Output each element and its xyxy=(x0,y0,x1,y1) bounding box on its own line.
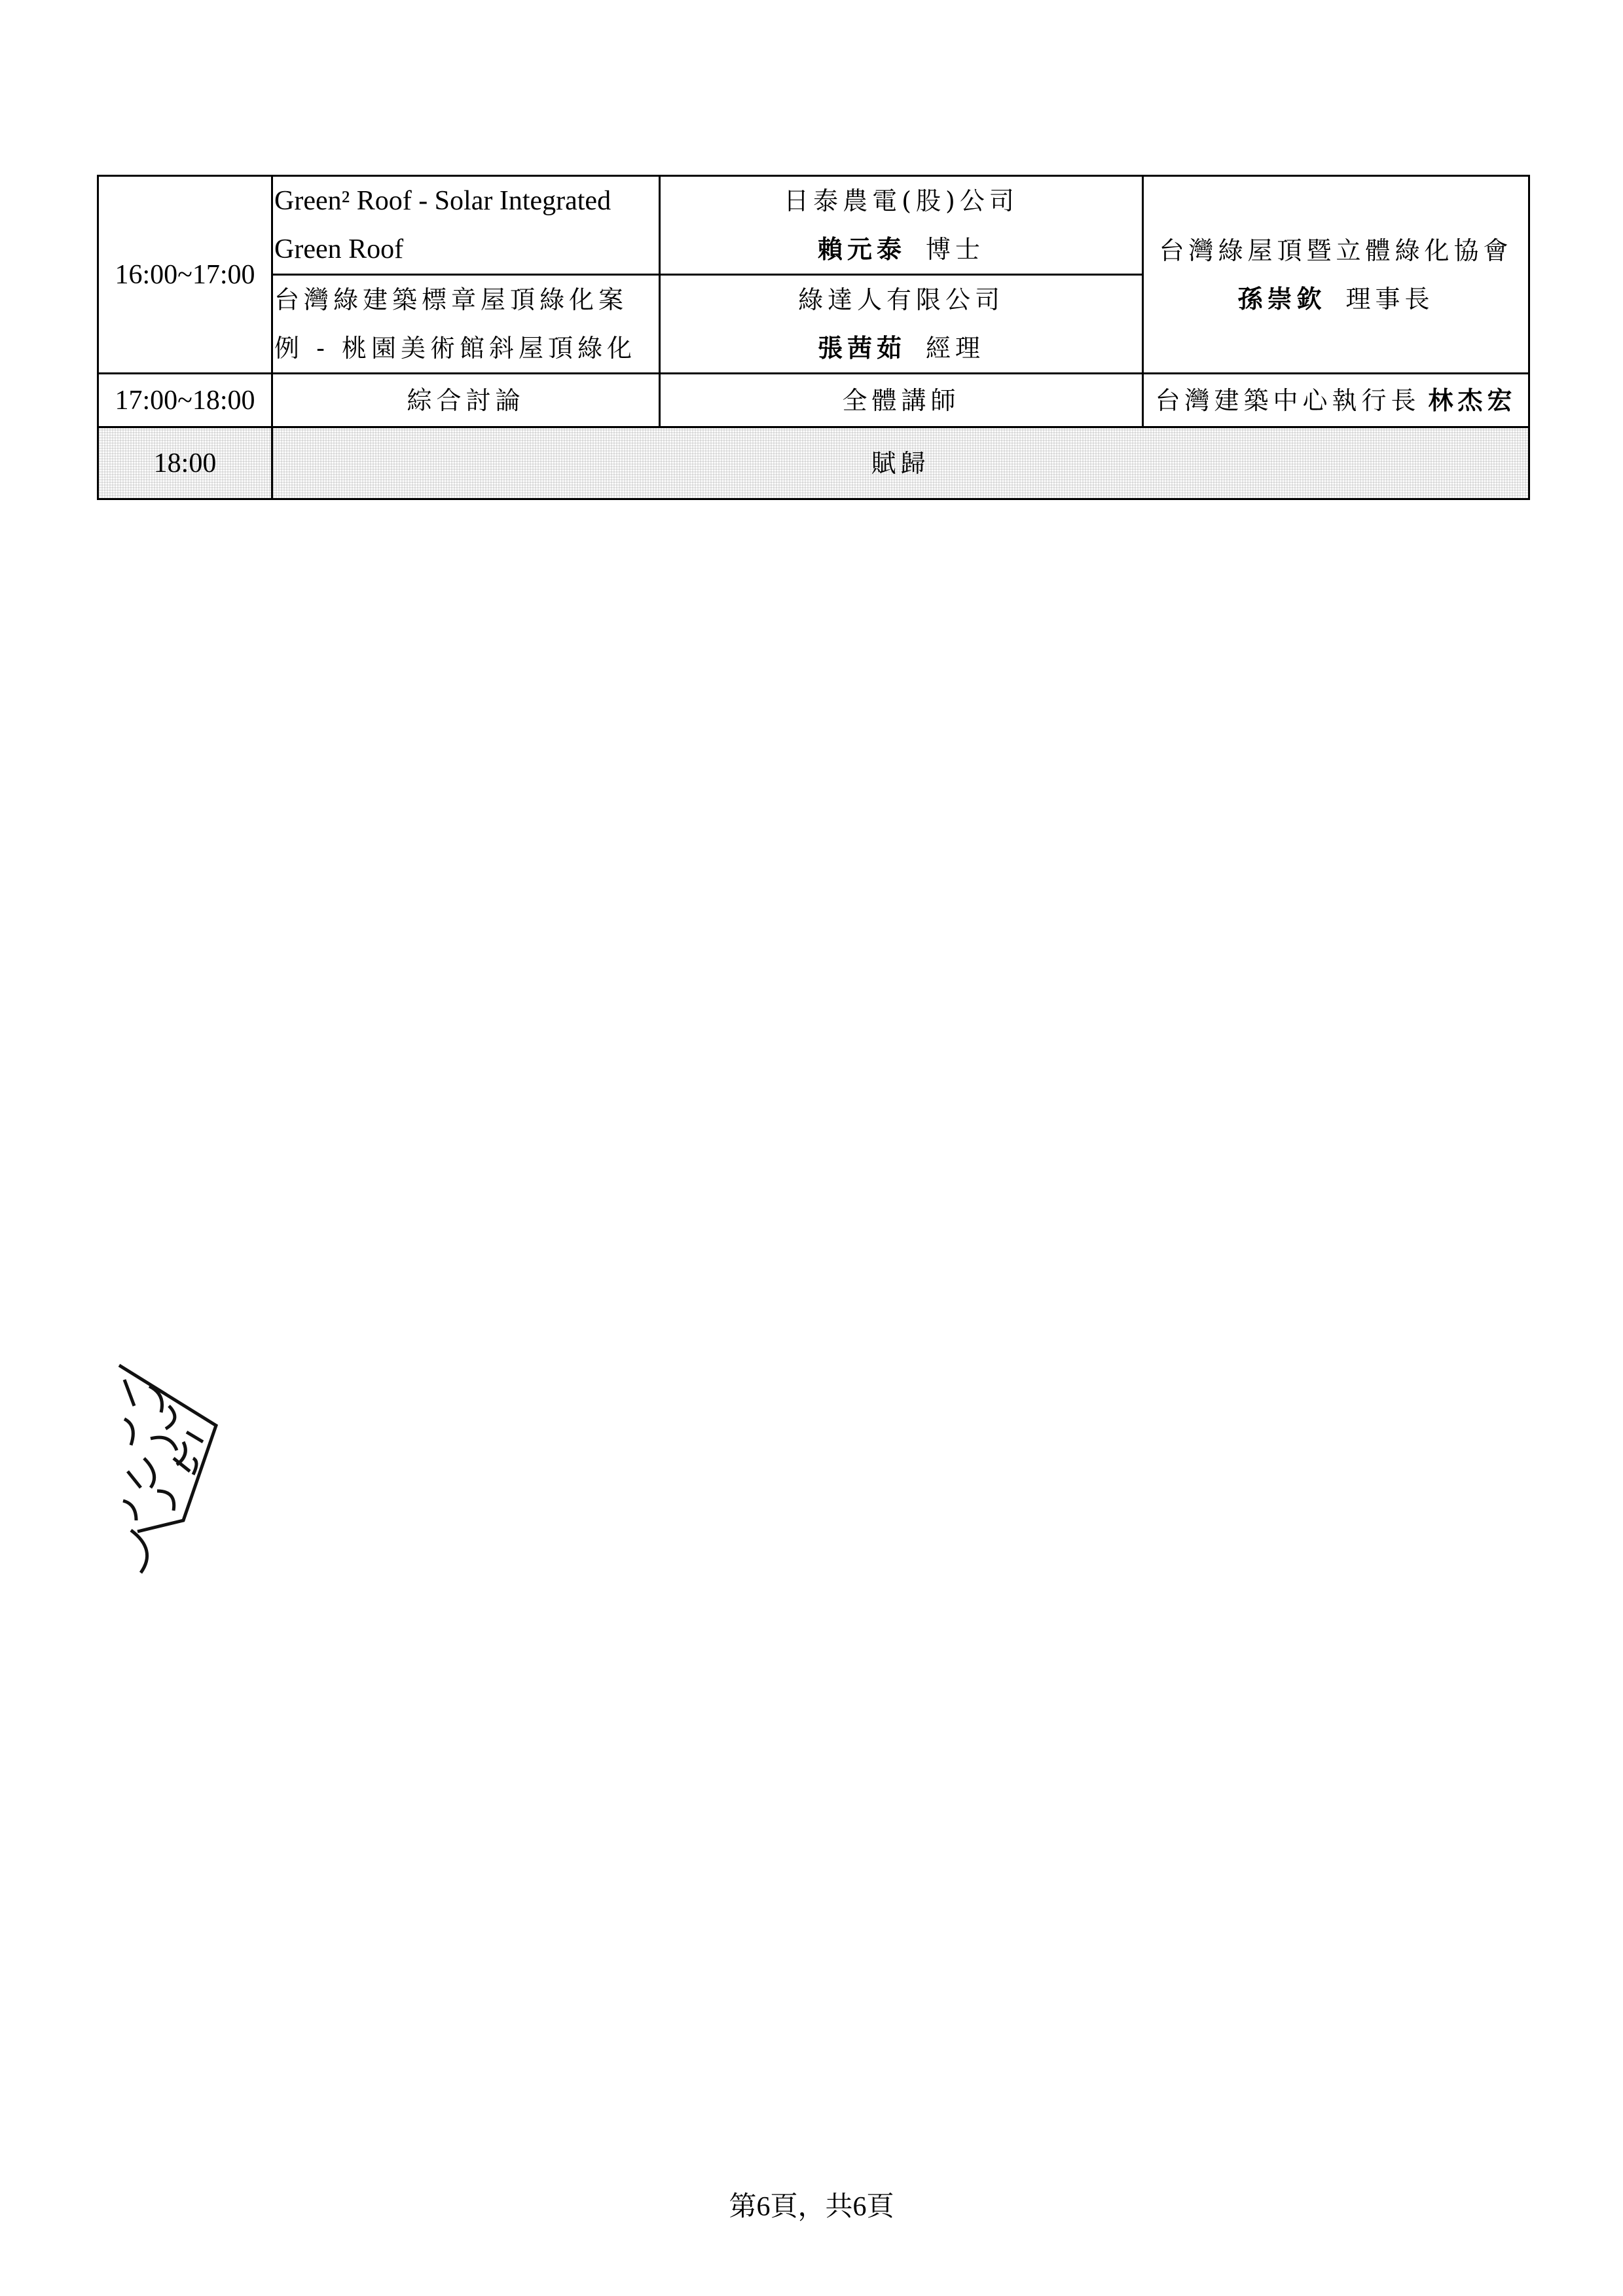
time-cell: 16:00~17:00 xyxy=(98,176,272,374)
host-name: 林杰宏 xyxy=(1428,385,1517,415)
speaker-title: 博士 xyxy=(926,235,985,264)
topic-cell xyxy=(272,275,660,374)
time-cell: 18:00 xyxy=(98,427,272,499)
schedule-table xyxy=(97,175,1530,500)
speaker-cell xyxy=(660,176,1143,275)
table-row xyxy=(98,427,1529,499)
speaker-cell xyxy=(660,275,1143,374)
host-name: 孫崇欽 xyxy=(1237,283,1326,314)
host-title: 理事長 xyxy=(1345,284,1434,314)
topic-line: Green² Roof - Solar Integrated xyxy=(274,186,611,216)
time-cell: 17:00~18:00 xyxy=(98,374,272,427)
host-cell xyxy=(1143,374,1529,427)
speaker-title: 經理 xyxy=(926,334,985,363)
topic-cell: 綜合討論 xyxy=(272,374,660,427)
table-row xyxy=(98,374,1529,427)
seal-stamp xyxy=(111,1360,226,1583)
topic-cell xyxy=(272,176,660,275)
speaker-cell: 全體講師 xyxy=(660,374,1143,427)
topic-line: 台灣綠建築標章屋頂綠化案 xyxy=(274,285,629,314)
speaker-org: 綠達人有限公司 xyxy=(797,285,1004,314)
host-label: 台灣建築中心執行長 xyxy=(1155,386,1421,415)
speaker-name: 張茜茹 xyxy=(817,333,906,363)
event-cell: 賦歸 xyxy=(272,427,1529,499)
topic-line: 例 - 桃園美術館斜屋頂綠化 xyxy=(274,334,636,363)
host-org: 台灣綠屋頂暨立體綠化協會 xyxy=(1159,236,1513,265)
speaker-name: 賴元泰 xyxy=(817,234,906,264)
table-row xyxy=(98,176,1529,275)
topic-line: Green Roof xyxy=(274,234,404,264)
speaker-org: 日泰農電(股)公司 xyxy=(784,187,1019,215)
page-number: 第6頁，共6頁 xyxy=(729,2192,894,2222)
host-cell xyxy=(1143,176,1529,374)
